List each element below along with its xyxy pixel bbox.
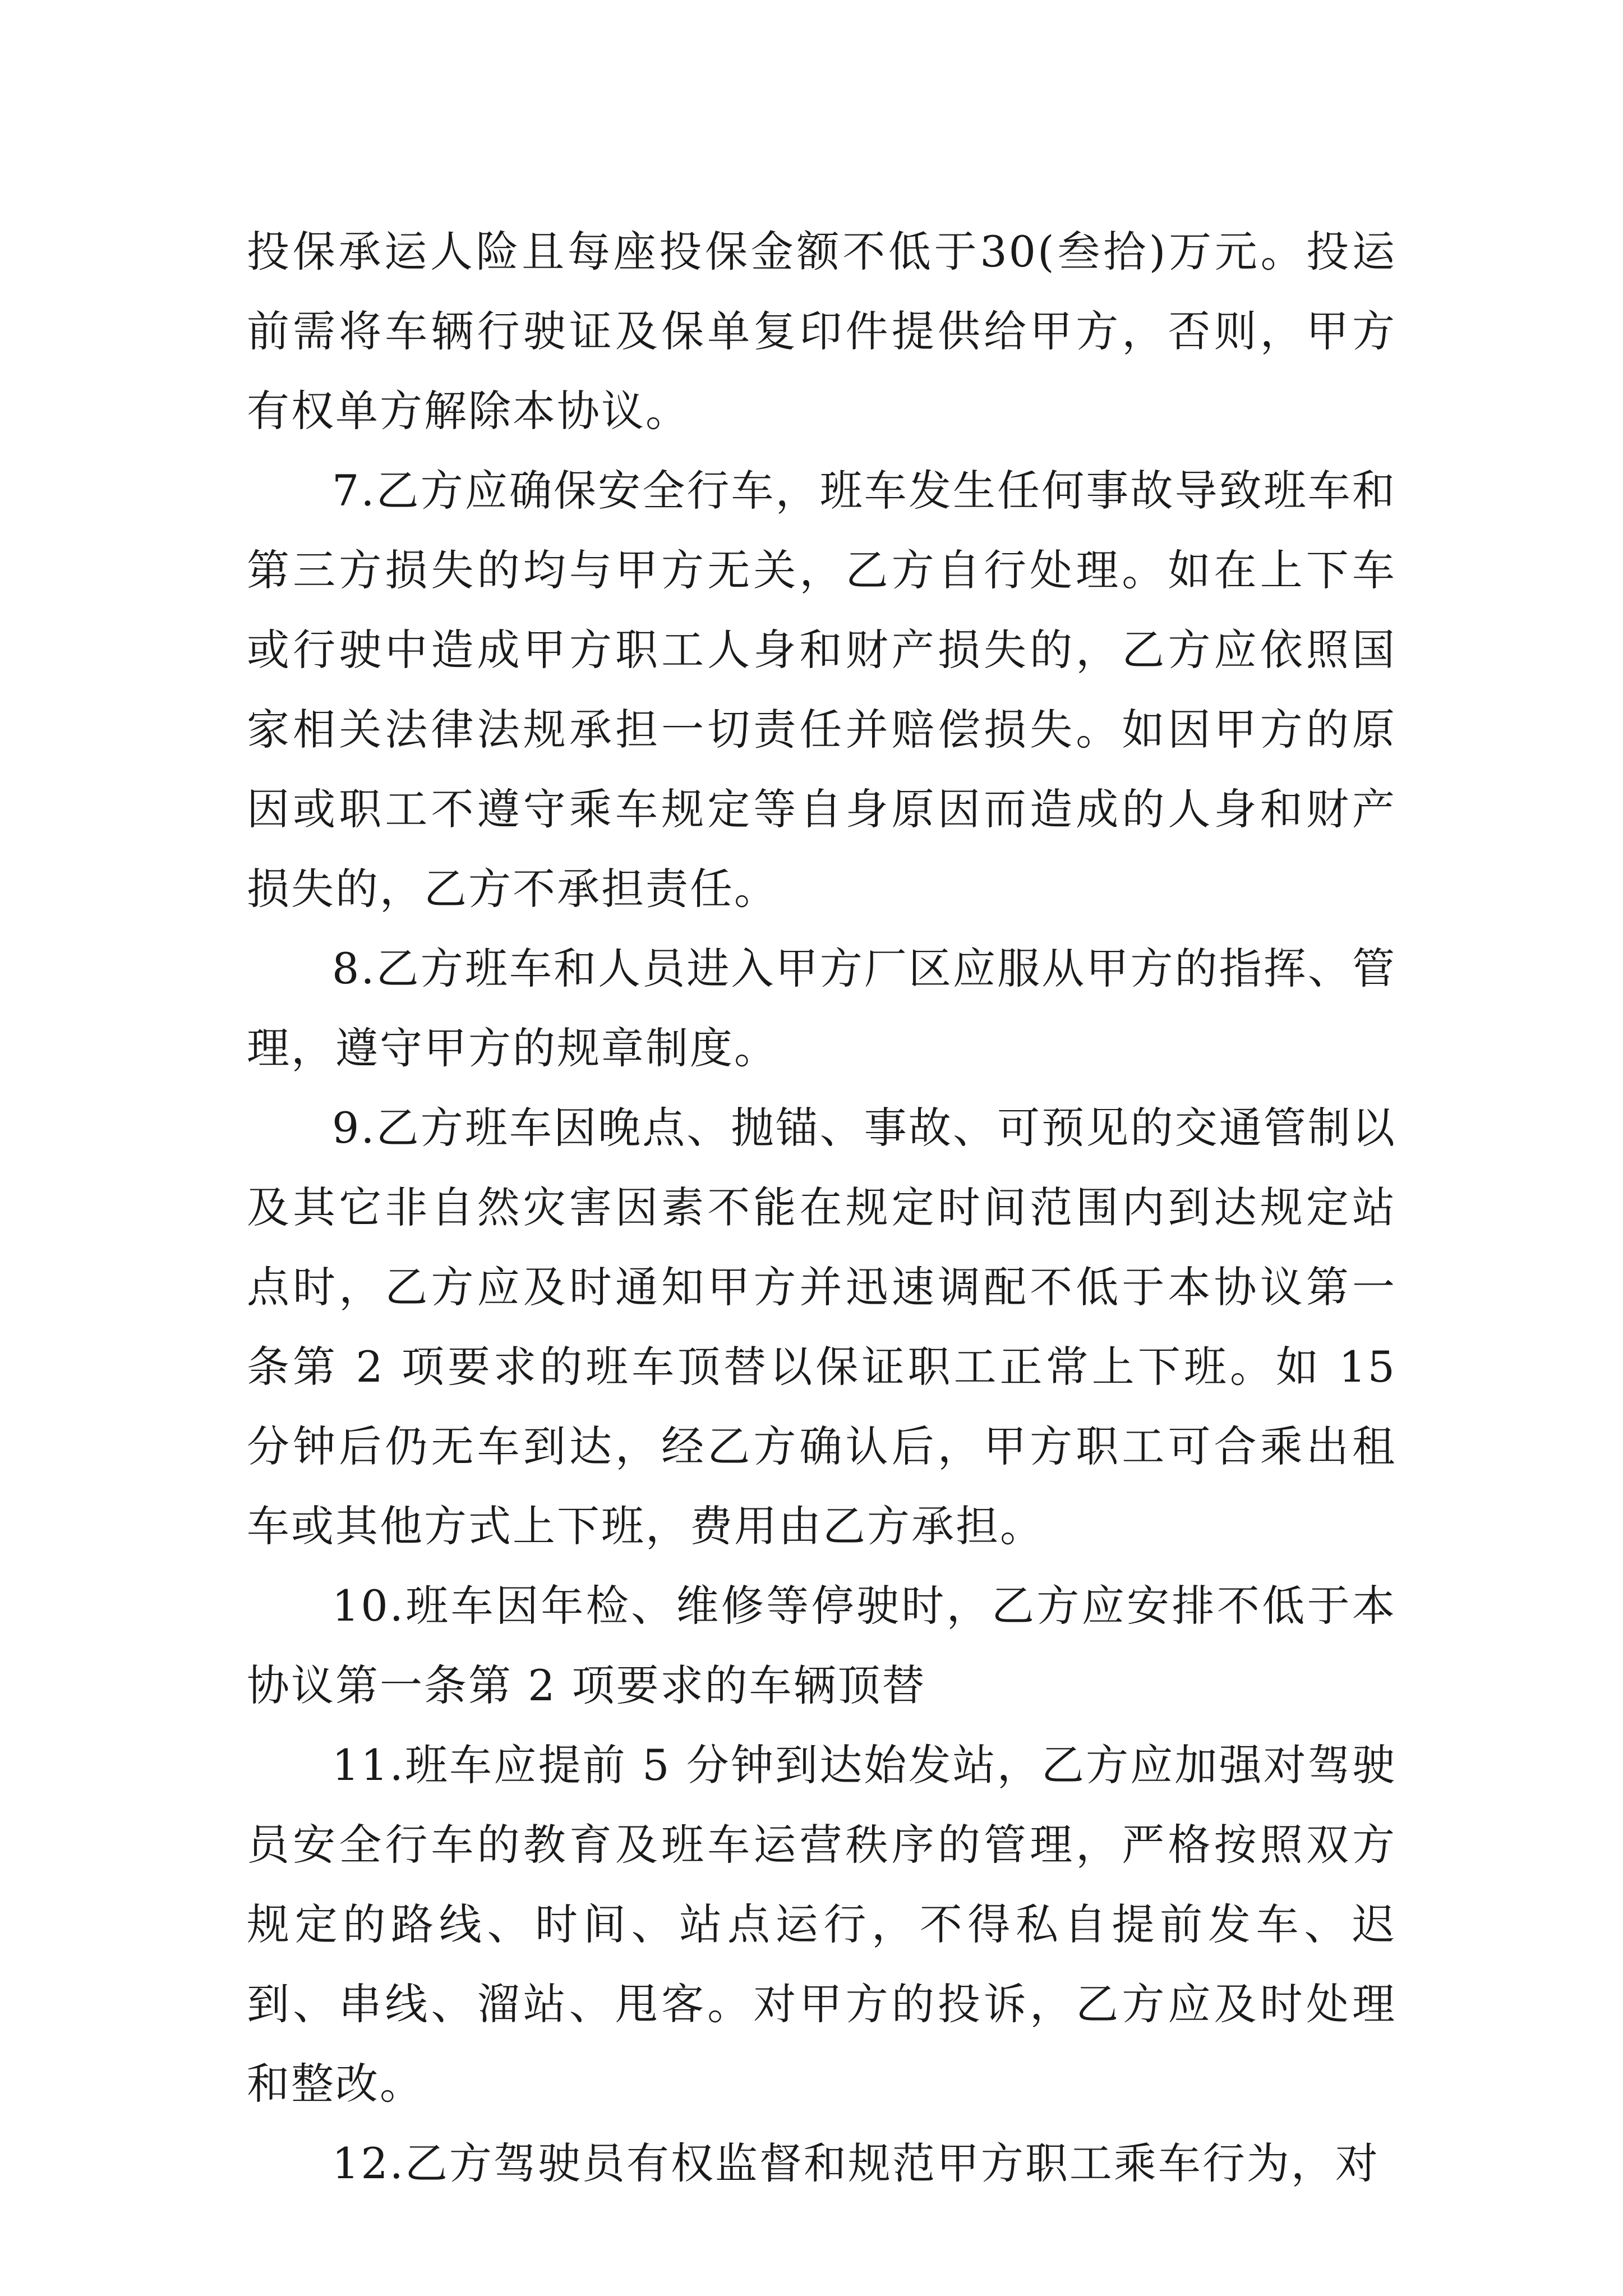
paragraph-clause-12: 12.乙方驾驶员有权监督和规范甲方职工乘车行为，对 [332, 2138, 1380, 2188]
paragraph-insurance: 投保承运人险且每座投保金额不低于30(叁拾)万元。投运前需将车辆行驶证及保单复印件提供给甲方，否则，甲方有权单方解除本协议。 [247, 227, 1396, 436]
paragraph-clause-7: 7.乙方应确保安全行车，班车发生任何事故导致班车和第三方损失的均与甲方无关，乙方自行处理。如在上下车或行驶中造成甲方职工人身和财产损失的，乙方应依照国家相关法律法规承担一切责任并赔偿损失。如因甲方的原因或职工不遵守乘车规定等自身原因而造成的人身和财产损失的，乙方不承担责任。 [247, 466, 1396, 914]
paragraph-clause-9: 9.乙方班车因晚点、抛锚、事故、可预见的交通管制以及其它非自然灾害因素不能在规定时间范围内到达规定站点时，乙方应及时通知甲方并迅速调配不低于本协议第一条第 2 项要求的班车顶替以保证职工正常上下班。如 15 分钟后仍无车到达，经乙方确认后，甲方职工可合乘出租车或其他方式上下班，费用由乙方承担。 [247, 1103, 1396, 1551]
paragraph-clause-10: 10.班车因年检、维修等停驶时，乙方应安排不低于本协议第一条第 2 项要求的车辆顶替 [247, 1581, 1396, 1710]
paragraph-clause-11: 11.班车应提前 5 分钟到达始发站，乙方应加强对驾驶员安全行车的教育及班车运营秩序的管理，严格按照双方规定的路线、时间、站点运行，不得私自提前发车、迟到、串线、溜站、甩客。对甲方的投诉，乙方应及时处理和整改。 [247, 1740, 1396, 2109]
paragraph-clause-8: 8.乙方班车和人员进入甲方厂区应服从甲方的指挥、管理，遵守甲方的规章制度。 [247, 944, 1396, 1073]
document-body [247, 212, 1396, 2203]
